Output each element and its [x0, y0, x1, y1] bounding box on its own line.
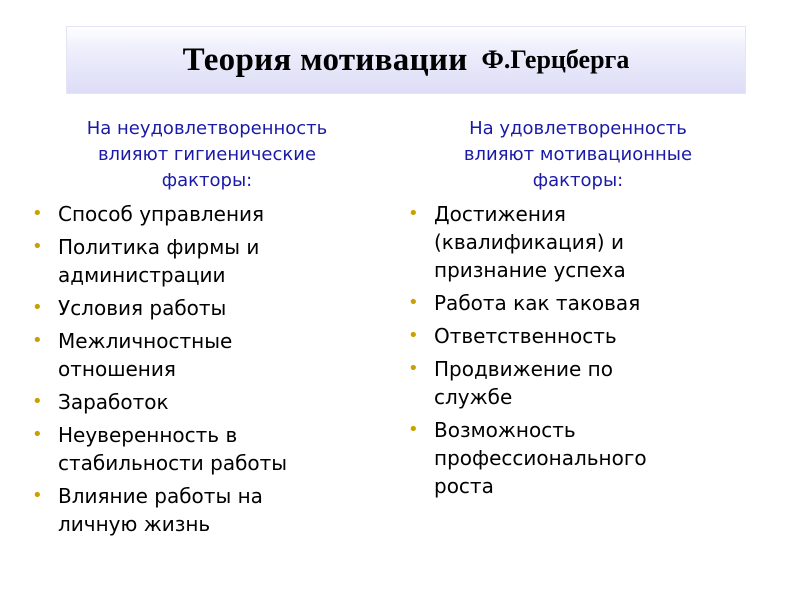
heading-line: влияют мотивационные [463, 144, 693, 165]
hygiene-factors-column [22, 116, 392, 543]
list-item-text: личную жизнь [58, 512, 211, 536]
list-item-text: Продвижение по [434, 357, 613, 381]
list-item [22, 233, 392, 289]
bullet-dot-icon: • [32, 330, 43, 351]
heading-line: факторы: [161, 170, 253, 191]
list-item [398, 355, 778, 411]
list-item-text: Межличностные [58, 329, 233, 353]
bullet-dot-icon: • [408, 358, 419, 379]
motivation-factors-heading [398, 116, 758, 194]
list-item-text: Политика фирмы и [58, 235, 260, 259]
bullet-dot-icon: • [408, 292, 419, 313]
list-item-text: Достижения [434, 202, 566, 226]
list-item-text: Работа как таковая [434, 291, 641, 315]
list-item-text: профессионального [434, 446, 647, 470]
list-item-text: Ответственность [434, 324, 617, 348]
heading-line: влияют гигиенические [97, 144, 317, 165]
list-item [398, 200, 778, 284]
heading-line: На неудовлетворенность [86, 118, 328, 139]
list-item-text: Влияние работы на [58, 484, 263, 508]
list-item-text: Условия работы [58, 296, 227, 320]
heading-line: На удовлетворенность [469, 118, 687, 139]
bullet-dot-icon: • [32, 391, 43, 412]
bullet-dot-icon: • [32, 203, 43, 224]
list-item [22, 388, 392, 416]
list-item [398, 416, 778, 500]
list-item-text: службе [434, 385, 513, 409]
list-item-text: администрации [58, 263, 226, 287]
list-item [22, 294, 392, 322]
slide-title-author: Ф.Герцберга [481, 45, 630, 74]
slide-title: Теория мотивации [182, 41, 468, 78]
list-item-text: Неуверенность в [58, 423, 238, 447]
list-item-text: стабильности работы [58, 451, 288, 475]
list-item-text: Возможность [434, 418, 576, 442]
heading-line: факторы: [532, 170, 624, 191]
list-item-text: признание успеха [434, 258, 626, 282]
bullet-dot-icon: • [32, 297, 43, 318]
list-item [398, 322, 778, 350]
list-item-text: отношения [58, 357, 176, 381]
bullet-dot-icon: • [408, 325, 419, 346]
motivation-factors-column [398, 116, 778, 505]
list-item-text: (квалификация) и [434, 230, 624, 254]
bullet-dot-icon: • [32, 236, 43, 257]
hygiene-factors-list [22, 200, 392, 538]
hygiene-factors-heading [22, 116, 392, 194]
list-item [22, 421, 392, 477]
bullet-dot-icon: • [408, 203, 419, 224]
list-item-text: роста [434, 474, 494, 498]
bullet-dot-icon: • [32, 424, 43, 445]
bullet-dot-icon: • [408, 419, 419, 440]
list-item [398, 289, 778, 317]
bullet-dot-icon: • [32, 485, 43, 506]
list-item-text: Способ управления [58, 202, 265, 226]
list-item [22, 200, 392, 228]
list-item [22, 327, 392, 383]
title-banner [66, 26, 746, 94]
motivation-factors-list [398, 200, 778, 500]
list-item-text: Заработок [58, 390, 169, 414]
list-item [22, 482, 392, 538]
